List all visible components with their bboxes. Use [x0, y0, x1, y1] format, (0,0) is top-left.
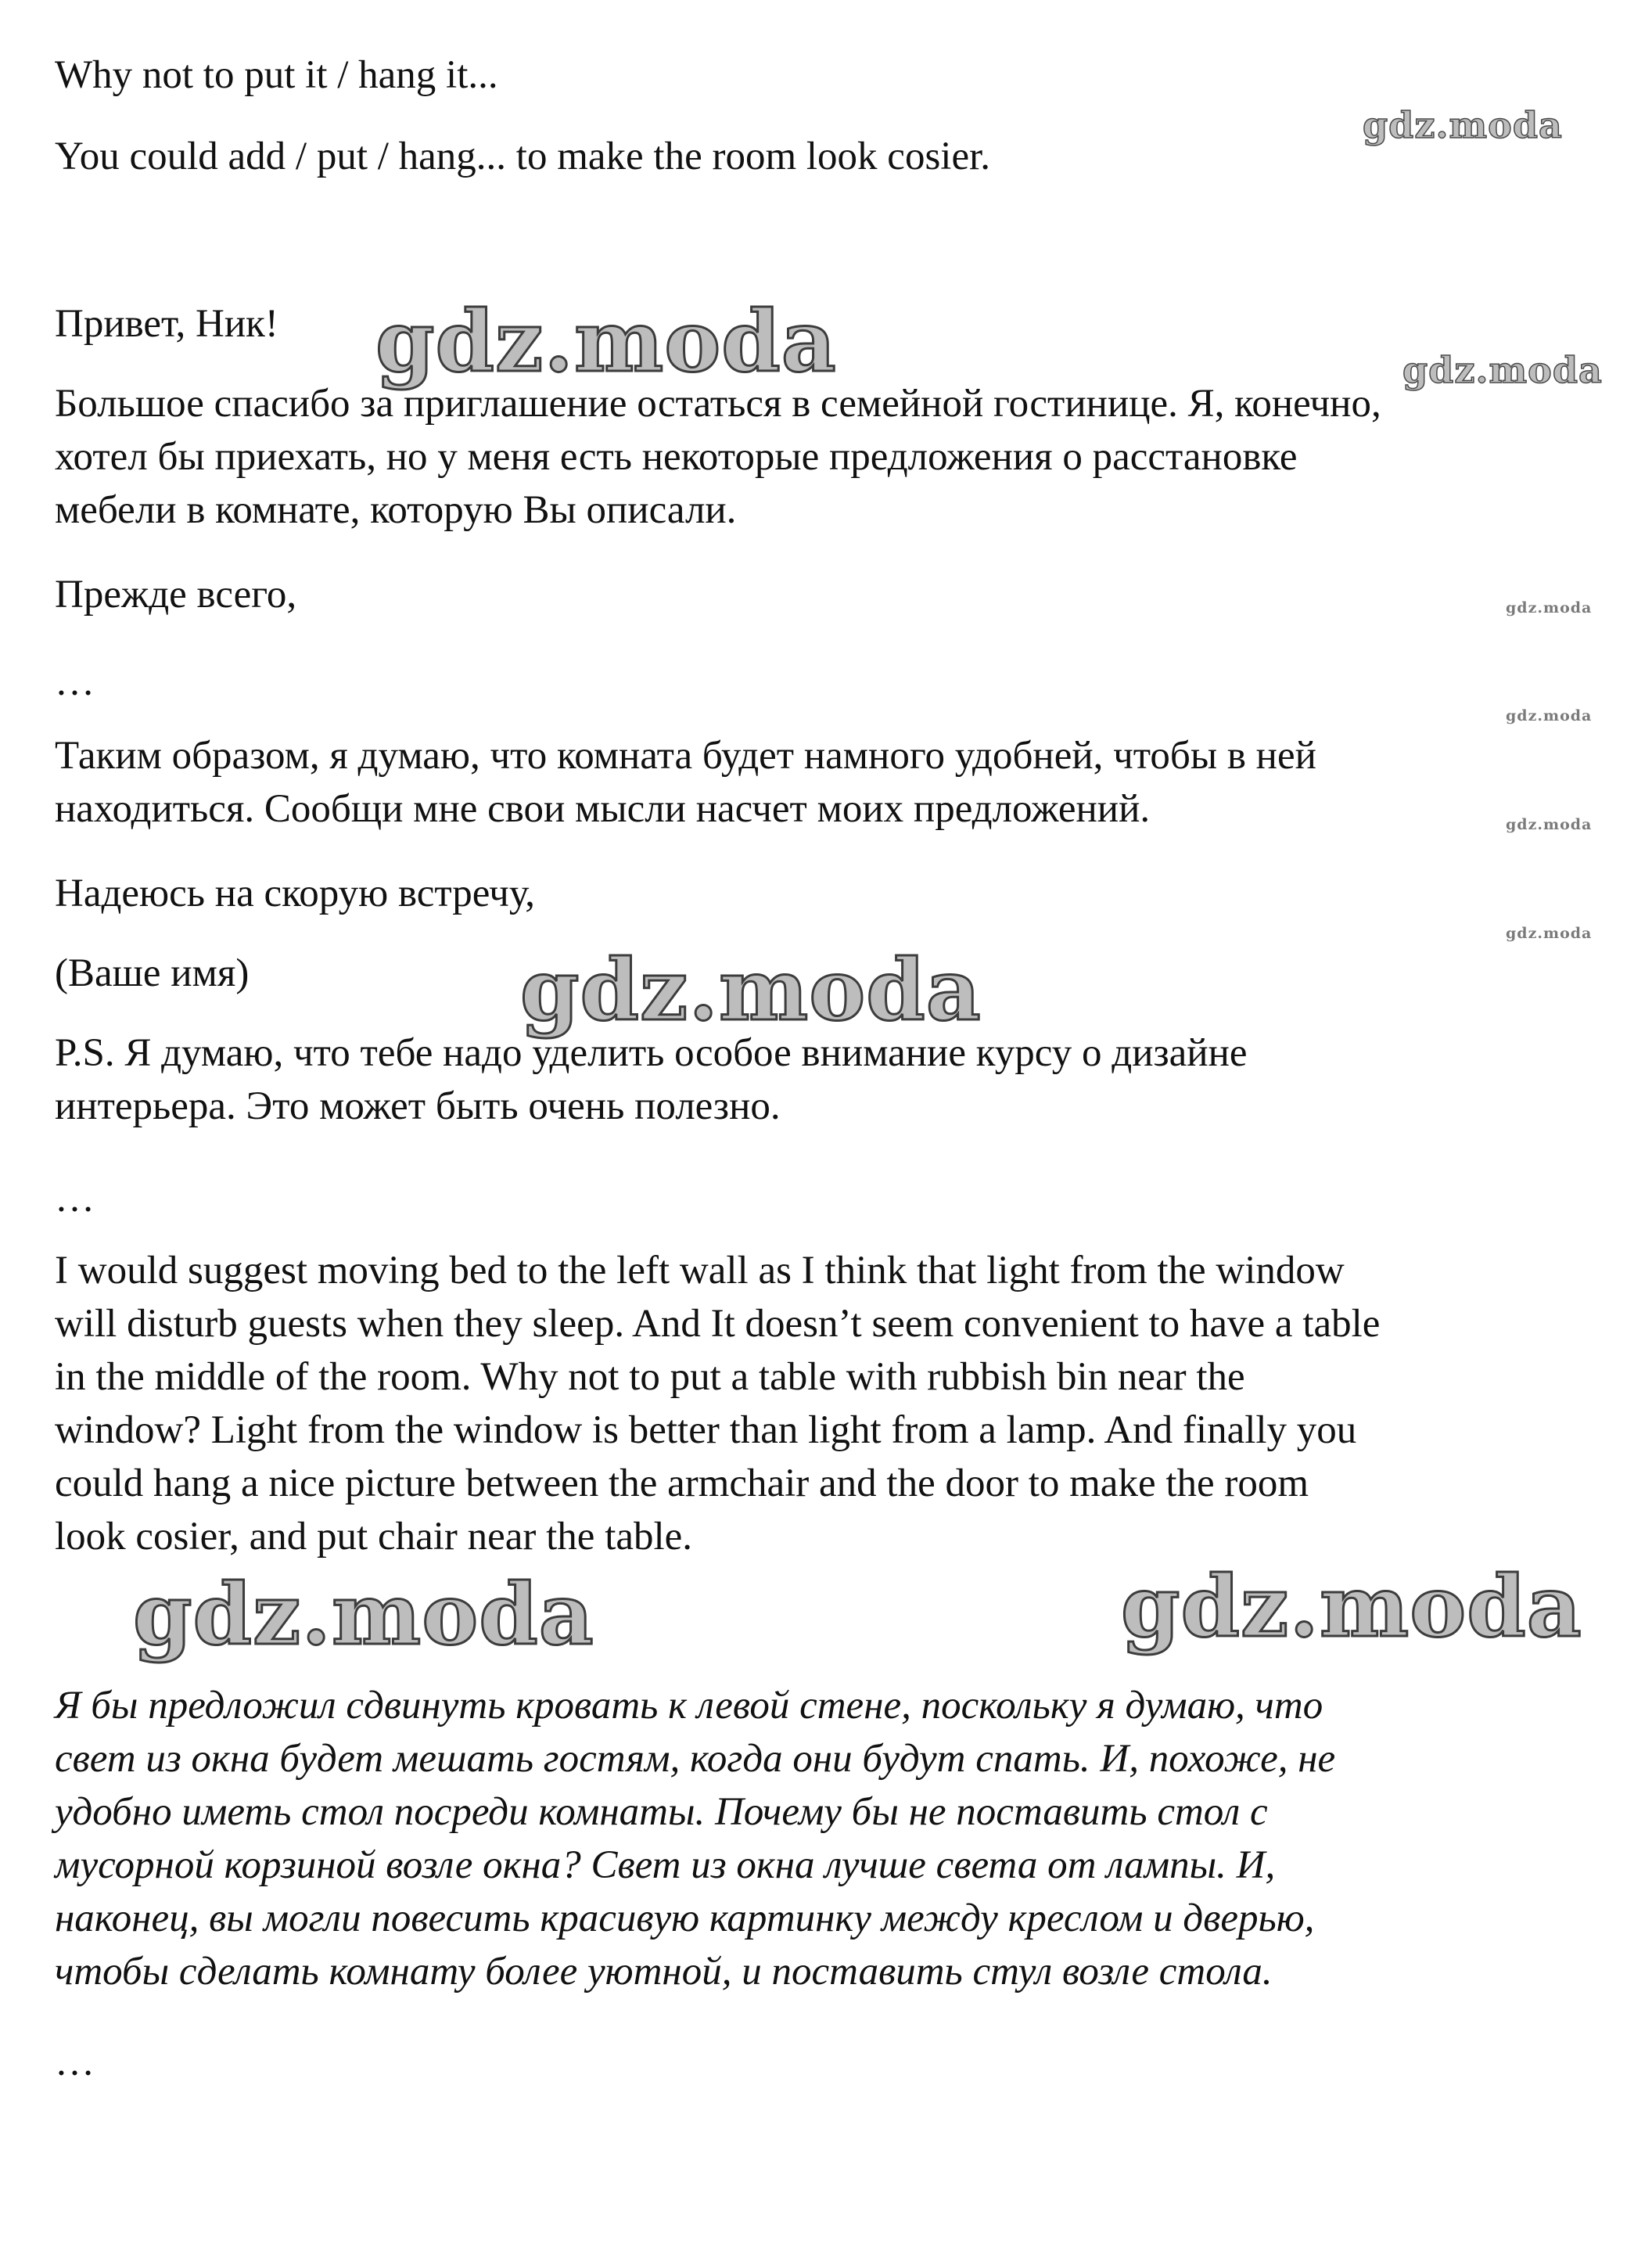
english-paragraph-line: could hang a nice picture between the armchair and the door to make the room	[55, 1461, 1309, 1505]
postscript-line: интерьера. Это может быть очень полезно.	[55, 1084, 781, 1128]
watermark-small-2: gdz.moda	[1506, 707, 1593, 724]
english-paragraph-line: look cosier, and put chair near the table.	[55, 1515, 693, 1559]
watermark-small-4: gdz.moda	[1506, 925, 1593, 942]
postscript-line: P.S. Я думаю, что тебе надо уделить особое внимание курсу о дизайне	[55, 1031, 1248, 1075]
russian-translation	[55, 1679, 1611, 1998]
first-of-all: Прежде всего,	[55, 573, 297, 617]
english-paragraph	[55, 1244, 1611, 1563]
watermark-name: gdz.moda	[520, 941, 982, 1040]
russian-translation-line: Я бы предложил сдвинуть кровать к левой стене, поскольку я думаю, что	[55, 1684, 1323, 1728]
closing: Надеюсь на скорую встречу,	[55, 872, 535, 915]
greeting: Привет, Ник!	[55, 302, 278, 346]
paragraph-intro-line: мебели в комнате, которую Вы описали.	[55, 488, 737, 532]
paragraph-intro-line: хотел бы приехать, но у меня есть некоторые предложения о расстановке	[55, 435, 1298, 479]
watermark-right-2: gdz.moda	[1402, 349, 1603, 391]
paragraph-intro-line: Большое спасибо за приглашение остаться в семейной гостинице. Я, конечно,	[55, 382, 1381, 426]
ellipsis-3: …	[55, 2040, 95, 2084]
russian-translation-line: наконец, вы могли повесить красивую картинку между креслом и дверью,	[55, 1896, 1315, 1940]
russian-translation-line: свет из окна будет мешать гостям, когда они будут спать. И, похоже, не	[55, 1737, 1336, 1781]
watermark-top-right: gdz.moda	[1363, 104, 1563, 146]
ellipsis-2: …	[55, 1177, 95, 1221]
postscript	[55, 1026, 1611, 1133]
ellipsis-1: …	[55, 660, 95, 704]
watermark-bottom-left: gdz.moda	[133, 1566, 594, 1664]
paragraph-conclusion-line: Таким образом, я думаю, что комната будет намного удобней, чтобы в ней	[55, 734, 1316, 778]
russian-translation-line: мусорной корзиной возле окна? Свет из окна лучше света от лампы. И,	[55, 1843, 1276, 1887]
paragraph-intro	[55, 377, 1611, 537]
watermark-greeting: gdz.moda	[375, 293, 837, 391]
watermark-bottom-right: gdz.moda	[1121, 1558, 1582, 1656]
russian-translation-line: удобно иметь стол посреди комнаты. Почему бы не поставить стол с	[55, 1790, 1268, 1834]
watermark-small-1: gdz.moda	[1506, 599, 1593, 617]
paragraph-conclusion-line: находиться. Сообщи мне свои мысли насчет моих предложений.	[55, 787, 1151, 831]
english-paragraph-line: will disturb guests when they sleep. And It doesn’t seem convenient to have a table	[55, 1302, 1381, 1346]
paragraph-conclusion	[55, 729, 1611, 836]
your-name: (Ваше имя)	[55, 951, 250, 995]
english-paragraph-line: I would suggest moving bed to the left wall as I think that light from the window	[55, 1249, 1345, 1292]
watermark-small-3: gdz.moda	[1506, 816, 1593, 833]
english-paragraph-line: window? Light from the window is better than light from a lamp. And finally you	[55, 1408, 1357, 1452]
english-paragraph-line: in the middle of the room. Why not to put a table with rubbish bin near the	[55, 1355, 1245, 1399]
phrase-line-2: You could add / put / hang... to make the room look cosier.	[55, 135, 991, 178]
russian-translation-line: чтобы сделать комнату более уютной, и поставить стул возле стола.	[55, 1950, 1273, 1994]
phrase-line-1: Why not to put it / hang it...	[55, 53, 498, 97]
